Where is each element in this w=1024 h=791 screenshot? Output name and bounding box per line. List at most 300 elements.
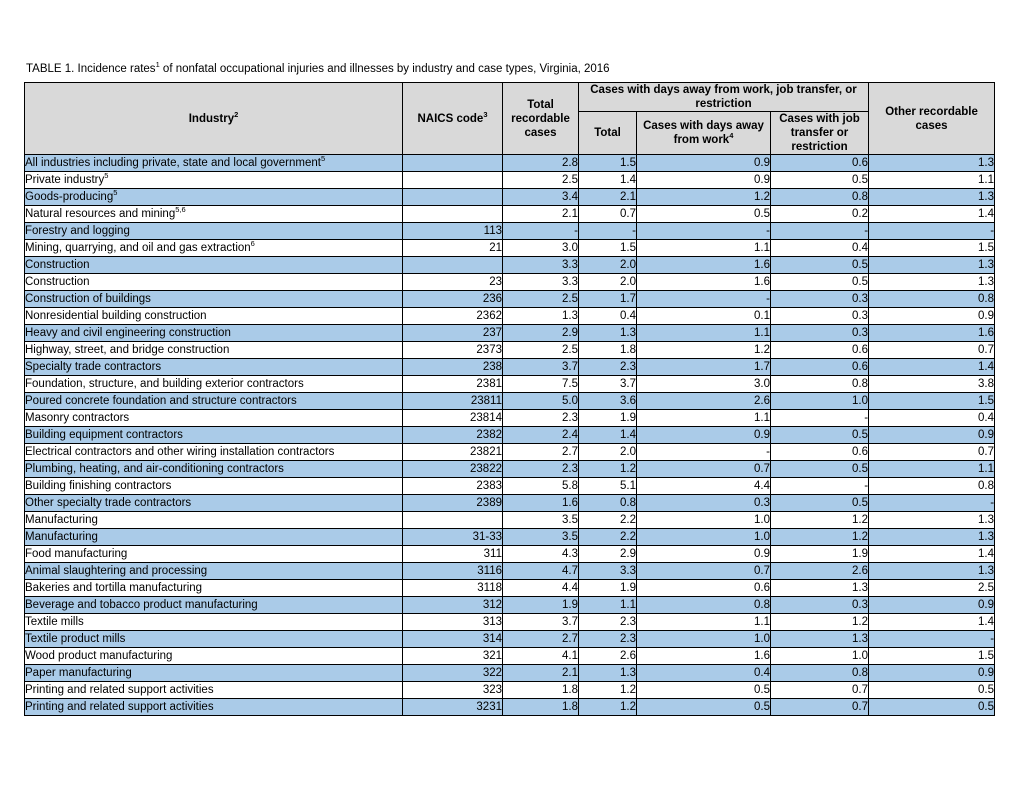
cell-total-recordable: 3.7 <box>503 614 579 631</box>
cell-days-away: 1.2 <box>637 342 771 359</box>
cell-naics-code: 311 <box>403 546 503 563</box>
cell-job-transfer: 0.5 <box>771 495 869 512</box>
cell-other-recordable: 1.1 <box>869 461 995 478</box>
table-row <box>25 410 995 427</box>
cell-naics-code: 3231 <box>403 699 503 716</box>
caption-suffix: of nonfatal occupational injuries and illnesses by industry and case types, Virginia, 2016 <box>159 63 610 75</box>
cell-job-transfer: 1.0 <box>771 393 869 410</box>
cell-days-away: 1.1 <box>637 240 771 257</box>
cell-dart-total: 1.5 <box>579 155 637 172</box>
cell-other-recordable: 0.7 <box>869 444 995 461</box>
cell-total-recordable: 3.5 <box>503 512 579 529</box>
cell-other-recordable: 0.7 <box>869 342 995 359</box>
table-row <box>25 359 995 376</box>
industry-name: Construction <box>25 276 90 288</box>
cell-job-transfer: - <box>771 478 869 495</box>
cell-other-recordable: 1.4 <box>869 614 995 631</box>
cell-days-away: 2.6 <box>637 393 771 410</box>
cell-job-transfer: 0.8 <box>771 376 869 393</box>
cell-job-transfer: 0.7 <box>771 682 869 699</box>
cell-days-away: 1.0 <box>637 512 771 529</box>
industry-name: Textile mills <box>25 616 84 628</box>
cell-naics-code: 113 <box>403 223 503 240</box>
cell-job-transfer: 0.5 <box>771 461 869 478</box>
cell-job-transfer: 0.6 <box>771 359 869 376</box>
cell-days-away: - <box>637 291 771 308</box>
cell-other-recordable: 0.4 <box>869 410 995 427</box>
table-row <box>25 257 995 274</box>
cell-other-recordable: 0.5 <box>869 682 995 699</box>
cell-industry <box>25 206 403 223</box>
cell-other-recordable: 0.9 <box>869 597 995 614</box>
cell-days-away: 0.5 <box>637 682 771 699</box>
cell-total-recordable: 1.8 <box>503 699 579 716</box>
table-row <box>25 393 995 410</box>
cell-job-transfer: 1.3 <box>771 580 869 597</box>
cell-total-recordable: 2.1 <box>503 206 579 223</box>
cell-industry <box>25 614 403 631</box>
cell-job-transfer: 0.3 <box>771 597 869 614</box>
cell-days-away: 1.1 <box>637 410 771 427</box>
cell-dart-total: 1.2 <box>579 682 637 699</box>
cell-other-recordable: 1.3 <box>869 155 995 172</box>
cell-total-recordable: 3.3 <box>503 257 579 274</box>
column-header-dart-total: Total <box>579 112 637 155</box>
industry-name: Poured concrete foundation and structure contractors <box>25 395 297 407</box>
cell-naics-code: 323 <box>403 682 503 699</box>
cell-dart-total: 1.2 <box>579 699 637 716</box>
cell-days-away: 0.7 <box>637 461 771 478</box>
cell-job-transfer: 0.3 <box>771 308 869 325</box>
cell-industry <box>25 597 403 614</box>
industry-name: Mining, quarrying, and oil and gas extraction <box>25 242 251 254</box>
cell-total-recordable: 2.7 <box>503 631 579 648</box>
table-row <box>25 155 995 172</box>
cell-dart-total: 2.9 <box>579 546 637 563</box>
cell-job-transfer: 0.3 <box>771 325 869 342</box>
table-caption <box>26 62 994 76</box>
cell-industry <box>25 257 403 274</box>
industry-name: All industries including private, state and local government <box>25 157 321 169</box>
cell-dart-total: 0.4 <box>579 308 637 325</box>
cell-industry <box>25 512 403 529</box>
cell-dart-total: 2.6 <box>579 648 637 665</box>
cell-industry <box>25 546 403 563</box>
cell-other-recordable: - <box>869 631 995 648</box>
table-row <box>25 427 995 444</box>
cell-naics-code: 321 <box>403 648 503 665</box>
industry-name: Natural resources and mining <box>25 208 176 220</box>
cell-industry <box>25 172 403 189</box>
cell-naics-code: 2381 <box>403 376 503 393</box>
cell-total-recordable: 7.5 <box>503 376 579 393</box>
cell-total-recordable: 2.5 <box>503 172 579 189</box>
cell-other-recordable: 1.4 <box>869 359 995 376</box>
cell-industry <box>25 155 403 172</box>
industry-name: Animal slaughtering and processing <box>25 565 208 577</box>
cell-total-recordable: 3.0 <box>503 240 579 257</box>
industry-footnote-marker: 5 <box>104 171 109 181</box>
days-away-label: Cases with days away from work <box>643 120 764 146</box>
table-row <box>25 631 995 648</box>
cell-job-transfer: - <box>771 410 869 427</box>
cell-days-away: 1.1 <box>637 325 771 342</box>
cell-other-recordable: - <box>869 495 995 512</box>
cell-other-recordable: 1.3 <box>869 512 995 529</box>
cell-total-recordable: 3.7 <box>503 359 579 376</box>
industry-name: Forestry and logging <box>25 225 130 237</box>
cell-dart-total: 2.3 <box>579 631 637 648</box>
cell-naics-code: 23821 <box>403 444 503 461</box>
cell-dart-total: 0.7 <box>579 206 637 223</box>
cell-naics-code: 23822 <box>403 461 503 478</box>
industry-name: Construction of buildings <box>25 293 151 305</box>
cell-job-transfer: 1.2 <box>771 512 869 529</box>
cell-industry <box>25 393 403 410</box>
column-header-industry <box>25 83 403 155</box>
industry-name: Building equipment contractors <box>25 429 183 441</box>
table-row <box>25 325 995 342</box>
cell-dart-total: 1.2 <box>579 461 637 478</box>
cell-dart-total: 2.0 <box>579 444 637 461</box>
cell-other-recordable: 1.5 <box>869 240 995 257</box>
industry-name: Wood product manufacturing <box>25 650 173 662</box>
cell-industry <box>25 240 403 257</box>
table-row <box>25 682 995 699</box>
cell-total-recordable: 2.5 <box>503 291 579 308</box>
industry-name: Printing and related support activities <box>25 701 214 713</box>
industry-footnote-marker: 5 <box>320 154 326 164</box>
cell-dart-total: 1.1 <box>579 597 637 614</box>
table-row <box>25 580 995 597</box>
cell-naics-code: 23814 <box>403 410 503 427</box>
cell-total-recordable: 3.5 <box>503 529 579 546</box>
cell-industry <box>25 529 403 546</box>
cell-other-recordable: 1.3 <box>869 257 995 274</box>
table-row <box>25 665 995 682</box>
industry-label: Industry <box>188 112 235 125</box>
cell-dart-total: 1.4 <box>579 427 637 444</box>
cell-days-away: 1.6 <box>637 274 771 291</box>
industry-name: Specialty trade contractors <box>25 361 162 373</box>
cell-dart-total: 1.7 <box>579 291 637 308</box>
industry-name: Goods-producing <box>25 191 114 203</box>
cell-other-recordable: 1.4 <box>869 546 995 563</box>
cell-job-transfer: 0.6 <box>771 155 869 172</box>
cell-days-away: 0.8 <box>637 597 771 614</box>
cell-naics-code: 2383 <box>403 478 503 495</box>
cell-other-recordable: 1.3 <box>869 563 995 580</box>
industry-name: Manufacturing <box>25 531 98 543</box>
cell-dart-total: 3.3 <box>579 563 637 580</box>
naics-label: NAICS code <box>417 112 484 125</box>
table-row <box>25 240 995 257</box>
industry-name: Construction <box>25 259 90 271</box>
header-row-top <box>25 83 995 112</box>
table-row <box>25 189 995 206</box>
cell-total-recordable: 2.3 <box>503 410 579 427</box>
days-away-footnote-marker: 4 <box>729 131 734 141</box>
cell-days-away: 1.0 <box>637 529 771 546</box>
cell-industry <box>25 444 403 461</box>
industry-name: Plumbing, heating, and air-conditioning contractors <box>25 463 284 475</box>
cell-total-recordable: 2.8 <box>503 155 579 172</box>
cell-dart-total: 1.5 <box>579 240 637 257</box>
cell-dart-total: 2.2 <box>579 529 637 546</box>
table-row <box>25 648 995 665</box>
cell-job-transfer: 0.5 <box>771 427 869 444</box>
industry-footnote-marker: 5,6 <box>175 205 186 215</box>
cell-total-recordable: - <box>503 223 579 240</box>
cell-industry <box>25 223 403 240</box>
cell-industry <box>25 665 403 682</box>
cell-naics-code: 2389 <box>403 495 503 512</box>
cell-job-transfer: 0.8 <box>771 189 869 206</box>
cell-days-away: 1.6 <box>637 648 771 665</box>
cell-job-transfer: 0.5 <box>771 257 869 274</box>
cell-total-recordable: 5.8 <box>503 478 579 495</box>
cell-total-recordable: 1.6 <box>503 495 579 512</box>
cell-industry <box>25 478 403 495</box>
cell-job-transfer: 0.7 <box>771 699 869 716</box>
cell-dart-total: 2.0 <box>579 274 637 291</box>
industry-name: Paper manufacturing <box>25 667 132 679</box>
cell-naics-code <box>403 155 503 172</box>
cell-days-away: 0.9 <box>637 172 771 189</box>
industry-footnote-marker: 5 <box>113 188 118 198</box>
cell-other-recordable: 2.5 <box>869 580 995 597</box>
cell-days-away: 0.6 <box>637 580 771 597</box>
cell-job-transfer: 1.2 <box>771 529 869 546</box>
cell-total-recordable: 2.3 <box>503 461 579 478</box>
industry-name: Food manufacturing <box>25 548 128 560</box>
cell-naics-code: 23 <box>403 274 503 291</box>
table-row <box>25 699 995 716</box>
cell-total-recordable: 3.4 <box>503 189 579 206</box>
cell-industry <box>25 461 403 478</box>
cell-days-away: 0.7 <box>637 563 771 580</box>
cell-dart-total: 3.7 <box>579 376 637 393</box>
cell-total-recordable: 2.7 <box>503 444 579 461</box>
cell-days-away: 0.1 <box>637 308 771 325</box>
cell-naics-code <box>403 172 503 189</box>
cell-naics-code: 314 <box>403 631 503 648</box>
cell-industry <box>25 631 403 648</box>
cell-industry <box>25 410 403 427</box>
cell-other-recordable: 1.3 <box>869 274 995 291</box>
cell-dart-total: 2.2 <box>579 512 637 529</box>
cell-job-transfer: 0.4 <box>771 240 869 257</box>
cell-job-transfer: 1.3 <box>771 631 869 648</box>
cell-industry <box>25 563 403 580</box>
cell-job-transfer: 1.2 <box>771 614 869 631</box>
cell-dart-total: 1.4 <box>579 172 637 189</box>
table-body <box>25 155 995 716</box>
cell-dart-total: - <box>579 223 637 240</box>
table-row <box>25 495 995 512</box>
cell-other-recordable: 0.9 <box>869 308 995 325</box>
cell-total-recordable: 1.9 <box>503 597 579 614</box>
table-row <box>25 308 995 325</box>
cell-industry <box>25 376 403 393</box>
cell-naics-code: 3116 <box>403 563 503 580</box>
cell-industry <box>25 682 403 699</box>
table-row <box>25 597 995 614</box>
table-row <box>25 274 995 291</box>
cell-other-recordable: 3.8 <box>869 376 995 393</box>
column-header-naics <box>403 83 503 155</box>
cell-days-away: 4.4 <box>637 478 771 495</box>
cell-days-away: 1.2 <box>637 189 771 206</box>
cell-dart-total: 2.3 <box>579 614 637 631</box>
cell-naics-code: 236 <box>403 291 503 308</box>
cell-job-transfer: 1.9 <box>771 546 869 563</box>
industry-name: Building finishing contractors <box>25 480 172 492</box>
cell-job-transfer: - <box>771 223 869 240</box>
cell-industry <box>25 359 403 376</box>
cell-job-transfer: 0.5 <box>771 172 869 189</box>
table-row <box>25 461 995 478</box>
industry-name: Highway, street, and bridge construction <box>25 344 230 356</box>
cell-days-away: 0.9 <box>637 155 771 172</box>
cell-job-transfer: 1.0 <box>771 648 869 665</box>
cell-naics-code: 322 <box>403 665 503 682</box>
cell-naics-code: 237 <box>403 325 503 342</box>
cell-job-transfer: 0.6 <box>771 342 869 359</box>
cell-other-recordable: 1.5 <box>869 648 995 665</box>
cell-other-recordable: 0.8 <box>869 478 995 495</box>
cell-days-away: 0.5 <box>637 206 771 223</box>
cell-dart-total: 1.9 <box>579 410 637 427</box>
cell-other-recordable: 1.6 <box>869 325 995 342</box>
cell-other-recordable: 1.3 <box>869 529 995 546</box>
cell-industry <box>25 189 403 206</box>
cell-naics-code: 21 <box>403 240 503 257</box>
naics-footnote-marker: 3 <box>483 109 488 119</box>
column-header-total-recordable: Total recordable cases <box>503 83 579 155</box>
column-header-days-away <box>637 112 771 155</box>
table-row <box>25 478 995 495</box>
cell-days-away: 1.0 <box>637 631 771 648</box>
cell-days-away: 1.7 <box>637 359 771 376</box>
cell-other-recordable: - <box>869 223 995 240</box>
cell-total-recordable: 1.8 <box>503 682 579 699</box>
cell-naics-code <box>403 189 503 206</box>
industry-name: Electrical contractors and other wiring installation contractors <box>25 446 335 458</box>
column-header-job-transfer: Cases with job transfer or restriction <box>771 112 869 155</box>
cell-dart-total: 5.1 <box>579 478 637 495</box>
caption-footnote-marker: 1 <box>155 60 160 70</box>
cell-days-away: 1.1 <box>637 614 771 631</box>
cell-days-away: 0.9 <box>637 427 771 444</box>
cell-days-away: 0.3 <box>637 495 771 512</box>
cell-job-transfer: 0.8 <box>771 665 869 682</box>
cell-days-away: 1.6 <box>637 257 771 274</box>
industry-name: Manufacturing <box>25 514 98 526</box>
cell-dart-total: 0.8 <box>579 495 637 512</box>
column-header-group-dart: Cases with days away from work, job transfer, or restriction <box>579 83 869 112</box>
cell-dart-total: 2.3 <box>579 359 637 376</box>
cell-naics-code <box>403 257 503 274</box>
table-row <box>25 512 995 529</box>
industry-name: Nonresidential building construction <box>25 310 207 322</box>
cell-industry <box>25 580 403 597</box>
table-row <box>25 172 995 189</box>
cell-naics-code: 31-33 <box>403 529 503 546</box>
cell-other-recordable: 1.4 <box>869 206 995 223</box>
cell-total-recordable: 4.4 <box>503 580 579 597</box>
industry-name: Printing and related support activities <box>25 684 214 696</box>
industry-name: Private industry <box>25 174 105 186</box>
cell-dart-total: 1.3 <box>579 665 637 682</box>
cell-dart-total: 2.1 <box>579 189 637 206</box>
cell-job-transfer: 0.5 <box>771 274 869 291</box>
cell-total-recordable: 1.3 <box>503 308 579 325</box>
cell-naics-code <box>403 206 503 223</box>
cell-total-recordable: 2.5 <box>503 342 579 359</box>
table-row <box>25 563 995 580</box>
cell-days-away: 0.4 <box>637 665 771 682</box>
industry-name: Heavy and civil engineering construction <box>25 327 231 339</box>
cell-job-transfer: 0.3 <box>771 291 869 308</box>
cell-total-recordable: 4.3 <box>503 546 579 563</box>
cell-job-transfer: 0.2 <box>771 206 869 223</box>
cell-other-recordable: 1.3 <box>869 189 995 206</box>
cell-job-transfer: 0.6 <box>771 444 869 461</box>
cell-naics-code: 3118 <box>403 580 503 597</box>
cell-days-away: 3.0 <box>637 376 771 393</box>
cell-naics-code: 2373 <box>403 342 503 359</box>
industry-name: Foundation, structure, and building exterior contractors <box>25 378 304 390</box>
cell-job-transfer: 2.6 <box>771 563 869 580</box>
industry-name: Textile product mills <box>25 633 126 645</box>
cell-industry <box>25 648 403 665</box>
table-row <box>25 291 995 308</box>
table-row <box>25 529 995 546</box>
cell-naics-code: 313 <box>403 614 503 631</box>
table-row <box>25 546 995 563</box>
table-row <box>25 376 995 393</box>
cell-other-recordable: 0.5 <box>869 699 995 716</box>
cell-naics-code: 2382 <box>403 427 503 444</box>
industry-name: Masonry contractors <box>25 412 130 424</box>
industry-footnote-marker: 2 <box>234 109 239 119</box>
table-row <box>25 342 995 359</box>
cell-dart-total: 1.3 <box>579 325 637 342</box>
cell-dart-total: 1.8 <box>579 342 637 359</box>
table-header <box>25 83 995 155</box>
cell-naics-code <box>403 512 503 529</box>
cell-days-away: - <box>637 223 771 240</box>
cell-days-away: 0.9 <box>637 546 771 563</box>
cell-total-recordable: 4.7 <box>503 563 579 580</box>
industry-name: Other specialty trade contractors <box>25 497 192 509</box>
cell-total-recordable: 2.9 <box>503 325 579 342</box>
cell-total-recordable: 5.0 <box>503 393 579 410</box>
cell-industry <box>25 274 403 291</box>
incidence-rates-table <box>24 82 995 716</box>
table-row <box>25 223 995 240</box>
cell-industry <box>25 325 403 342</box>
cell-industry <box>25 427 403 444</box>
cell-dart-total: 1.9 <box>579 580 637 597</box>
cell-industry <box>25 495 403 512</box>
industry-footnote-marker: 6 <box>250 239 255 249</box>
cell-total-recordable: 4.1 <box>503 648 579 665</box>
cell-total-recordable: 2.4 <box>503 427 579 444</box>
caption-prefix: TABLE 1. Incidence rates <box>26 63 156 75</box>
cell-industry <box>25 342 403 359</box>
